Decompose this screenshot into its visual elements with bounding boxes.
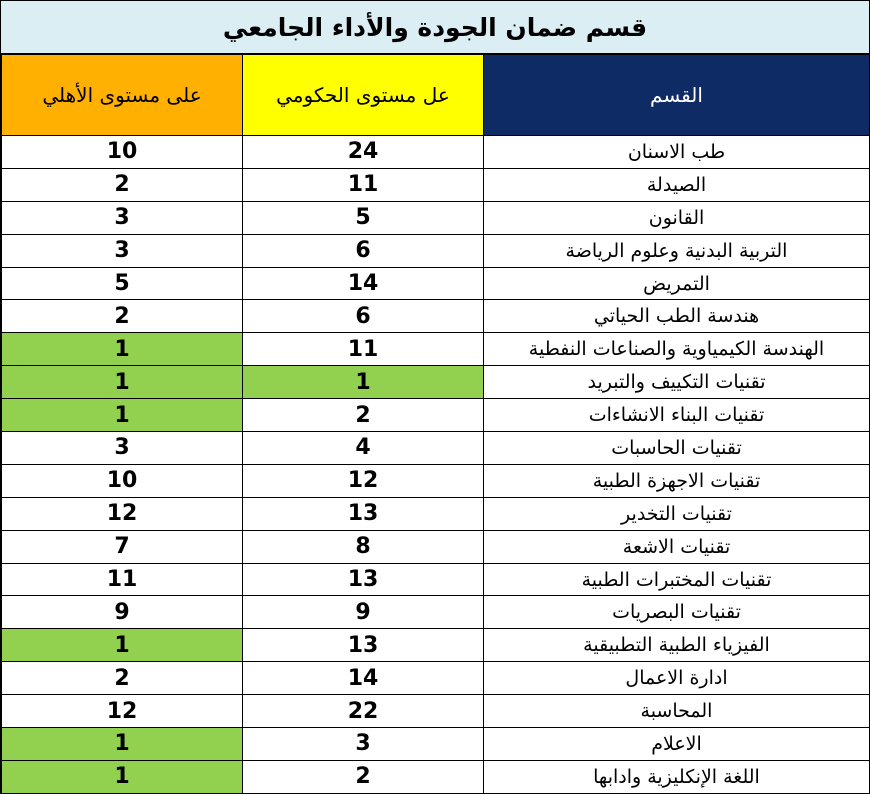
- table-row: [2, 399, 870, 432]
- sheet-title: قسم ضمان الجودة والأداء الجامعي: [1, 1, 869, 54]
- government-count-cell: 1: [243, 366, 484, 399]
- department-name-cell: التمريض: [484, 267, 870, 300]
- private-count-cell: 1: [2, 760, 243, 793]
- table-row: [2, 168, 870, 201]
- government-count-cell: 9: [243, 596, 484, 629]
- table-row: [2, 563, 870, 596]
- private-count-cell: 2: [2, 662, 243, 695]
- private-count-cell: 12: [2, 695, 243, 728]
- table-row: [2, 530, 870, 563]
- private-count-cell: 12: [2, 497, 243, 530]
- department-name-cell: الهندسة الكيمياوية والصناعات النفطية: [484, 333, 870, 366]
- government-count-cell: 13: [243, 563, 484, 596]
- table-row: [2, 366, 870, 399]
- department-name-cell: التربية البدنية وعلوم الرياضة: [484, 234, 870, 267]
- government-count-cell: 14: [243, 267, 484, 300]
- private-count-cell: 3: [2, 234, 243, 267]
- department-name-cell: تقنيات التخدير: [484, 497, 870, 530]
- government-count-cell: 13: [243, 497, 484, 530]
- government-count-cell: 6: [243, 234, 484, 267]
- private-count-cell: 5: [2, 267, 243, 300]
- private-count-cell: 9: [2, 596, 243, 629]
- table-row: [2, 432, 870, 465]
- department-name-cell: الصيدلة: [484, 168, 870, 201]
- government-count-cell: 12: [243, 464, 484, 497]
- private-count-cell: 1: [2, 333, 243, 366]
- private-count-cell: 1: [2, 399, 243, 432]
- header-private: على مستوى الأهلي: [2, 55, 243, 136]
- private-count-cell: 1: [2, 629, 243, 662]
- department-name-cell: ادارة الاعمال: [484, 662, 870, 695]
- private-count-cell: 11: [2, 563, 243, 596]
- private-count-cell: 1: [2, 366, 243, 399]
- table-row: [2, 497, 870, 530]
- department-name-cell: تقنيات التكييف والتبريد: [484, 366, 870, 399]
- department-name-cell: الفيزياء الطبية التطبيقية: [484, 629, 870, 662]
- government-count-cell: 5: [243, 201, 484, 234]
- table-row: [2, 234, 870, 267]
- government-count-cell: 11: [243, 168, 484, 201]
- government-count-cell: 8: [243, 530, 484, 563]
- quality-table: [1, 54, 870, 794]
- private-count-cell: 1: [2, 728, 243, 761]
- department-name-cell: طب الاسنان: [484, 136, 870, 169]
- government-count-cell: 13: [243, 629, 484, 662]
- government-count-cell: 2: [243, 399, 484, 432]
- government-count-cell: 14: [243, 662, 484, 695]
- government-count-cell: 22: [243, 695, 484, 728]
- table-row: [2, 464, 870, 497]
- table-row: [2, 300, 870, 333]
- table-row: [2, 662, 870, 695]
- private-count-cell: 3: [2, 432, 243, 465]
- department-name-cell: تقنيات الاشعة: [484, 530, 870, 563]
- private-count-cell: 10: [2, 464, 243, 497]
- government-count-cell: 11: [243, 333, 484, 366]
- government-count-cell: 3: [243, 728, 484, 761]
- department-name-cell: تقنيات الاجهزة الطبية: [484, 464, 870, 497]
- private-count-cell: 2: [2, 300, 243, 333]
- table-row: [2, 333, 870, 366]
- table-row: [2, 201, 870, 234]
- private-count-cell: 10: [2, 136, 243, 169]
- table-row: [2, 695, 870, 728]
- government-count-cell: 4: [243, 432, 484, 465]
- header-row: [2, 55, 870, 136]
- department-name-cell: تقنيات الحاسبات: [484, 432, 870, 465]
- table-row: [2, 136, 870, 169]
- table-row: [2, 629, 870, 662]
- table-row: [2, 760, 870, 793]
- department-name-cell: القانون: [484, 201, 870, 234]
- government-count-cell: 2: [243, 760, 484, 793]
- table-row: [2, 267, 870, 300]
- department-name-cell: اللغة الإنكليزية وادابها: [484, 760, 870, 793]
- government-count-cell: 6: [243, 300, 484, 333]
- private-count-cell: 3: [2, 201, 243, 234]
- table-row: [2, 728, 870, 761]
- header-department: القسم: [484, 55, 870, 136]
- department-name-cell: تقنيات المختبرات الطبية: [484, 563, 870, 596]
- department-name-cell: المحاسبة: [484, 695, 870, 728]
- department-name-cell: الاعلام: [484, 728, 870, 761]
- department-name-cell: هندسة الطب الحياتي: [484, 300, 870, 333]
- table-row: [2, 596, 870, 629]
- header-government: عل مستوى الحكومي: [243, 55, 484, 136]
- department-name-cell: تقنيات البناء الانشاءات: [484, 399, 870, 432]
- private-count-cell: 2: [2, 168, 243, 201]
- department-name-cell: تقنيات البصريات: [484, 596, 870, 629]
- private-count-cell: 7: [2, 530, 243, 563]
- government-count-cell: 24: [243, 136, 484, 169]
